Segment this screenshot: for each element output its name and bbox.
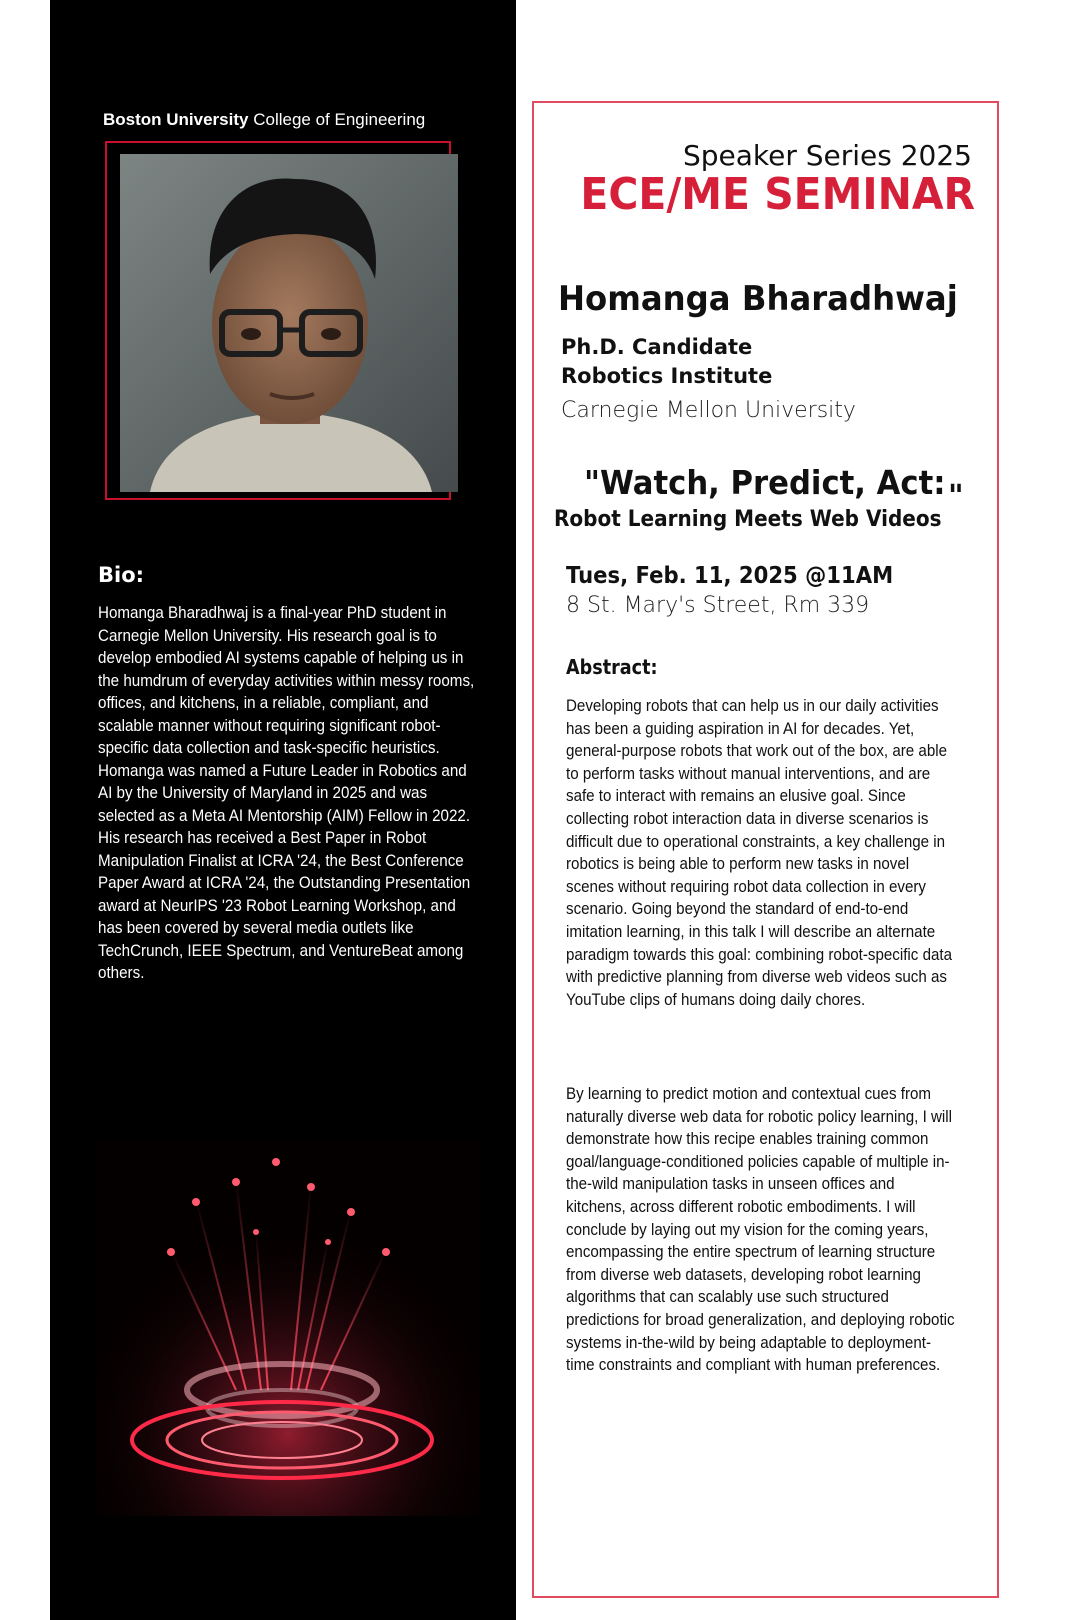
event-location: 8 St. Mary's Street, Rm 339 — [566, 593, 870, 618]
event-panel — [532, 101, 999, 1598]
org-college: College of Engineering — [253, 110, 426, 129]
abstract-paragraph-1: Developing robots that can help us in our daily activities has been a guiding aspiration in AI for decades. Yet, general-purpose robots that work out of the box, are able to perform tasks without manual interventions, and are safe to interact with remains an elusive goal. Since collecting robot interaction data in diverse scenarios is difficult due to operational constraints, a key challenge in robotics is being able to perform new tasks in novel scenes without requiring robot data collection in every scenario. Going beyond the standard of end-to-end imitation learning, in this talk I will describe an alternate paradigm towards this goal: combining robot-specific data with predictive planning from diverse web videos such as YouTube clips of humans doing daily chores. — [566, 696, 953, 1009]
speaker-photo — [120, 154, 458, 492]
bio-heading: Bio: — [98, 563, 145, 587]
speaker-portrait-image — [120, 154, 458, 492]
org-name: Boston University — [103, 110, 249, 129]
speaker-name: Homanga Bharadhwaj — [558, 279, 958, 319]
seminar-title: ECE/ME SEMINAR — [580, 169, 975, 220]
abstract-paragraph-2: By learning to predict motion and contextual cues from naturally diverse web data for robotic policy learning, I will demonstrate how this recipe enables training common goal/language-conditioned policies capable of multiple in-the-wild manipulation tasks in unseen offices and kitchens, across different robotic embodiments. I will conclude by laying out my vision for the coming years, encompassing the entire spectrum of learning structure from diverse web datasets, developing robot learning algorithms that can scalably use such structured predictions for broad generalization, and deploying robotic systems in-the-wild by being adaptable to deployment-time constraints and compliant with human preferences. — [566, 1084, 955, 1375]
left-panel — [50, 0, 516, 1620]
org-header — [103, 110, 425, 130]
series-label: Speaker Series 2025 — [682, 139, 972, 172]
event-date: Tues, Feb. 11, 2025 @11AM — [566, 563, 894, 589]
speaker-university: Carnegie Mellon University — [561, 398, 856, 423]
hologram-illustration — [96, 1140, 480, 1516]
bio-text: Homanga Bharadhwaj is a final-year PhD student in Carnegie Mellon University. His research goal is to develop embodied AI systems capable of helping us in the humdrum of everyday activities within messy rooms, offices, and kitchens, in a reliable, compliant, and scalable manner without requiring significant robot-specific data collection and task-specific heuristics. Homanga was named a Future Leader in Robotics and AI by the University of Maryland in 2025 and was selected as a Meta AI Mentorship (AIM) Fellow in 2022. His research has received a Best Paper in Robot Manipulation Finalist at ICRA '24, the Best Conference Paper Award at ICRA '24, the Outstanding Presentation award at NeurIPS '23 Robot Learning Workshop, and has been covered by several media outlets like TechCrunch, IEEE Spectrum, and VentureBeat among others. — [98, 604, 475, 982]
abstract-heading: Abstract: — [566, 655, 658, 679]
talk-title-line2: Robot Learning Meets Web Videos — [554, 507, 942, 532]
talk-title-closing-quote: " — [948, 479, 964, 514]
talk-title-line1: "Watch, Predict, Act: — [584, 463, 946, 502]
hologram-graphic — [96, 1140, 480, 1516]
speaker-photo-frame — [105, 141, 451, 500]
speaker-role: Ph.D. Candidate — [561, 335, 753, 359]
speaker-department: Robotics Institute — [561, 364, 773, 388]
